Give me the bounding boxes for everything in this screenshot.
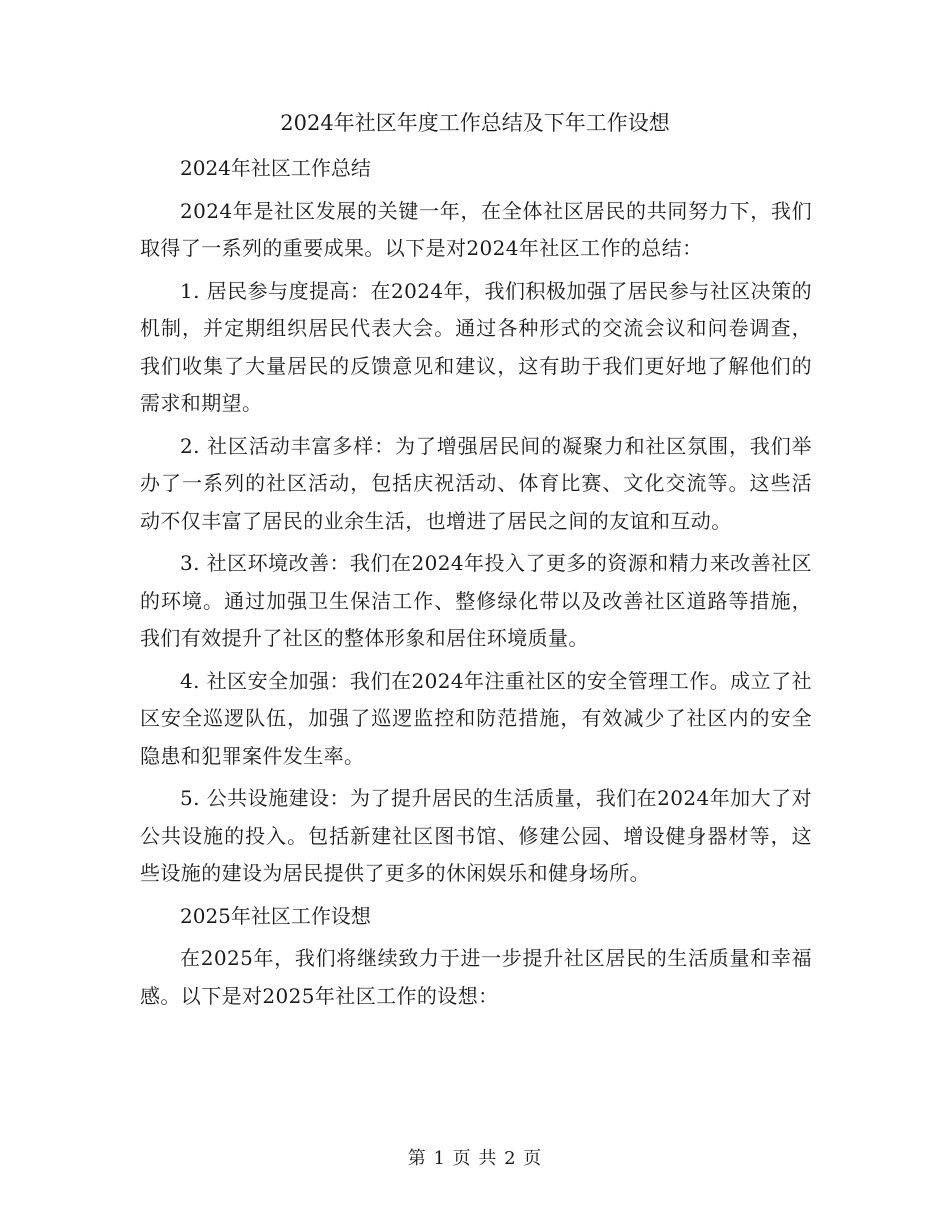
summary-item-5: 5. 公共设施建设：为了提升居民的生活质量，我们在2024年加大了对公共设施的投入。包括新建社区图书馆、修建公园、增设健身器材等，这些设施的建设为居民提供了更多的休闲娱乐和健身场所。: [140, 786, 812, 885]
section-heading-2024-summary: 2024年社区工作总结: [180, 156, 371, 180]
summary-item-1: 1. 居民参与度提高：在2024年，我们积极加强了居民参与社区决策的机制，并定期组织居民代表大会。通过各种形式的交流会议和问卷调查，我们收集了大量居民的反馈意见和建议，这有助于我们更好地了解他们的需求和期望。: [140, 278, 812, 415]
summary-item-3: 3. 社区环境改善：我们在2024年投入了更多的资源和精力来改善社区的环境。通过加强卫生保洁工作、整修绿化带以及改善社区道路等措施，我们有效提升了社区的整体形象和居住环境质量。: [140, 551, 812, 650]
page-number-footer: 第 1 页 共 2 页: [407, 1148, 543, 1169]
summary-item-4: 4. 社区安全加强：我们在2024年注重社区的安全管理工作。成立了社区安全巡逻队伍，加强了巡逻监控和防范措施，有效减少了社区内的安全隐患和犯罪案件发生率。: [140, 668, 812, 768]
intro-paragraph: 2024年是社区发展的关键一年，在全体社区居民的共同努力下，我们取得了一系列的重要成果。以下是对2024年社区工作的总结：: [140, 198, 812, 260]
document-title: 2024年社区年度工作总结及下年工作设想: [280, 111, 670, 135]
document-body: [140, 150, 812, 1020]
summary-item-2: 2. 社区活动丰富多样：为了增强居民间的凝聚力和社区氛围，我们举办了一系列的社区活动，包括庆祝活动、体育比赛、文化交流等。这些活动不仅丰富了居民的业余生活，也增进了居民之间的友谊和互动。: [140, 433, 812, 533]
section-heading-2025-plan: 2025年社区工作设想: [180, 903, 371, 928]
plan-intro-paragraph: 在2025年，我们将继续致力于进一步提升社区居民的生活质量和幸福感。以下是对2025年社区工作的设想：: [140, 946, 812, 1008]
